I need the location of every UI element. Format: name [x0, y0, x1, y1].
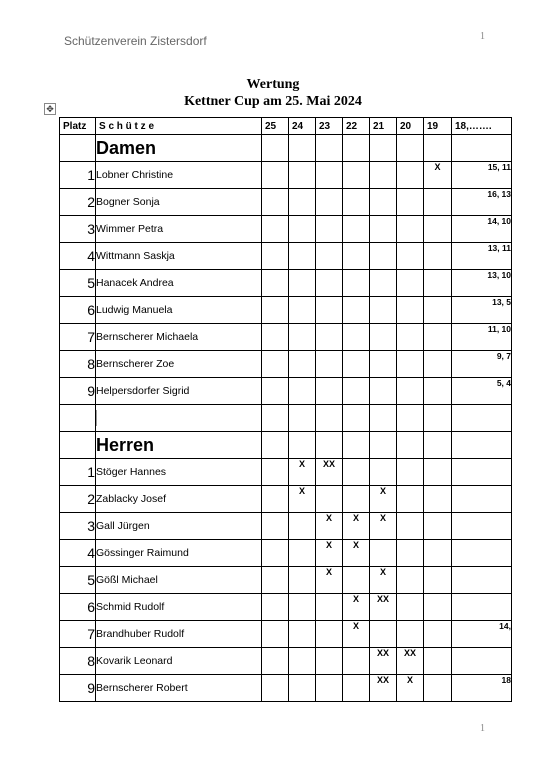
mark-cell[interactable]	[370, 540, 397, 567]
empty-cell[interactable]	[370, 135, 397, 162]
table-row	[60, 297, 512, 324]
mark-cell[interactable]	[262, 189, 289, 216]
table-row	[60, 459, 512, 486]
empty-cell[interactable]	[316, 135, 343, 162]
empty-cell[interactable]	[424, 432, 452, 459]
platz-cell[interactable]: 5	[60, 567, 96, 594]
mark-cell[interactable]	[397, 216, 424, 243]
mark-cell[interactable]	[424, 297, 452, 324]
platz-cell[interactable]: 2	[60, 189, 96, 216]
platz-cell[interactable]: 4	[60, 243, 96, 270]
table-row	[60, 189, 512, 216]
table-row	[60, 513, 512, 540]
mark-cell[interactable]	[397, 270, 424, 297]
total-cell[interactable]: 13, 11	[452, 243, 512, 270]
column-header-25: 25	[262, 118, 289, 135]
mark-cell[interactable]	[262, 594, 289, 621]
name-cell[interactable]: Bernscherer Zoe	[96, 351, 262, 378]
mark-cell[interactable]	[370, 324, 397, 351]
empty-cell[interactable]	[397, 135, 424, 162]
mark-cell[interactable]	[370, 378, 397, 405]
mark-cell[interactable]	[343, 216, 370, 243]
mark-cell[interactable]	[262, 378, 289, 405]
empty-cell[interactable]	[397, 405, 424, 432]
mark-cell[interactable]	[370, 459, 397, 486]
table-move-handle-icon[interactable]: ✥	[44, 103, 56, 115]
empty-cell[interactable]	[262, 432, 289, 459]
score-table	[59, 117, 512, 702]
name-cell[interactable]: Ludwig Manuela	[96, 297, 262, 324]
name-cell[interactable]: Schmid Rudolf	[96, 594, 262, 621]
mark-cell[interactable]	[424, 270, 452, 297]
section-heading-row	[60, 432, 512, 459]
empty-cell[interactable]	[60, 405, 96, 432]
column-header-platz: Platz	[60, 118, 96, 135]
platz-cell[interactable]: 9	[60, 378, 96, 405]
total-cell[interactable]	[452, 513, 512, 540]
mark-cell[interactable]	[397, 540, 424, 567]
name-cell[interactable]: Gössinger Raimund	[96, 540, 262, 567]
section-heading-row	[60, 135, 512, 162]
mark-cell[interactable]	[370, 270, 397, 297]
mark-cell[interactable]	[424, 378, 452, 405]
mark-cell[interactable]: X	[316, 540, 343, 567]
mark-cell[interactable]	[397, 351, 424, 378]
column-header-21: 21	[370, 118, 397, 135]
mark-cell[interactable]	[397, 324, 424, 351]
page-number-bottom: 1	[480, 723, 485, 734]
mark-cell[interactable]	[289, 189, 316, 216]
mark-cell[interactable]	[397, 378, 424, 405]
name-cell[interactable]: Bernscherer Robert	[96, 675, 262, 702]
empty-cell[interactable]	[343, 432, 370, 459]
empty-cell[interactable]	[343, 405, 370, 432]
platz-cell[interactable]: 9	[60, 675, 96, 702]
mark-cell[interactable]	[343, 459, 370, 486]
mark-cell[interactable]	[397, 513, 424, 540]
section-heading[interactable]: Damen	[96, 135, 262, 162]
platz-cell[interactable]: 8	[60, 351, 96, 378]
mark-cell[interactable]	[316, 270, 343, 297]
total-cell[interactable]: 18	[452, 675, 512, 702]
total-cell[interactable]	[452, 567, 512, 594]
platz-cell[interactable]: 3	[60, 513, 96, 540]
platz-cell[interactable]: 1	[60, 459, 96, 486]
mark-cell[interactable]	[262, 459, 289, 486]
mark-cell[interactable]: X	[370, 486, 397, 513]
mark-cell[interactable]	[424, 351, 452, 378]
mark-cell[interactable]	[289, 297, 316, 324]
empty-cell[interactable]	[262, 405, 289, 432]
mark-cell[interactable]	[397, 189, 424, 216]
mark-cell[interactable]	[316, 297, 343, 324]
table-row	[60, 162, 512, 189]
platz-cell[interactable]: 1	[60, 162, 96, 189]
mark-cell[interactable]	[424, 567, 452, 594]
platz-cell[interactable]: 3	[60, 216, 96, 243]
platz-cell[interactable]: 6	[60, 594, 96, 621]
document-subtitle: Kettner Cup am 25. Mai 2024	[184, 94, 362, 109]
mark-cell[interactable]: XX	[370, 675, 397, 702]
mark-cell[interactable]: X	[370, 567, 397, 594]
mark-cell[interactable]	[289, 567, 316, 594]
mark-cell[interactable]	[289, 513, 316, 540]
table-row	[60, 648, 512, 675]
mark-cell[interactable]: XX	[316, 459, 343, 486]
mark-cell[interactable]: X	[343, 594, 370, 621]
mark-cell[interactable]	[424, 324, 452, 351]
mark-cell[interactable]: X	[343, 513, 370, 540]
mark-cell[interactable]	[343, 648, 370, 675]
mark-cell[interactable]: X	[316, 513, 343, 540]
mark-cell[interactable]	[424, 675, 452, 702]
mark-cell[interactable]	[370, 162, 397, 189]
mark-cell[interactable]	[262, 297, 289, 324]
total-cell[interactable]: 9, 7	[452, 351, 512, 378]
mark-cell[interactable]	[289, 243, 316, 270]
mark-cell[interactable]: X	[424, 162, 452, 189]
total-cell[interactable]	[452, 540, 512, 567]
mark-cell[interactable]	[370, 297, 397, 324]
mark-cell[interactable]	[289, 351, 316, 378]
mark-cell[interactable]: X	[397, 675, 424, 702]
mark-cell[interactable]	[370, 621, 397, 648]
mark-cell[interactable]	[316, 621, 343, 648]
platz-cell[interactable]: 2	[60, 486, 96, 513]
spacer-row	[60, 405, 512, 432]
mark-cell[interactable]	[262, 351, 289, 378]
mark-cell[interactable]	[370, 351, 397, 378]
mark-cell[interactable]	[370, 216, 397, 243]
mark-cell[interactable]	[424, 243, 452, 270]
table-row	[60, 324, 512, 351]
table-row	[60, 351, 512, 378]
mark-cell[interactable]	[424, 648, 452, 675]
mark-cell[interactable]	[424, 486, 452, 513]
mark-cell[interactable]	[289, 378, 316, 405]
table-row	[60, 378, 512, 405]
mark-cell[interactable]	[316, 243, 343, 270]
mark-cell[interactable]	[343, 324, 370, 351]
mark-cell[interactable]: X	[289, 486, 316, 513]
name-cell[interactable]: Zablacky Josef	[96, 486, 262, 513]
name-cell[interactable]: Kovarik Leonard	[96, 648, 262, 675]
platz-cell[interactable]: 5	[60, 270, 96, 297]
empty-cell[interactable]	[316, 432, 343, 459]
empty-cell[interactable]	[452, 432, 512, 459]
empty-cell[interactable]	[289, 405, 316, 432]
mark-cell[interactable]	[289, 270, 316, 297]
name-cell[interactable]: Stöger Hannes	[96, 459, 262, 486]
mark-cell[interactable]	[397, 567, 424, 594]
table-row	[60, 594, 512, 621]
mark-cell[interactable]	[424, 540, 452, 567]
mark-cell[interactable]	[262, 162, 289, 189]
mark-cell[interactable]: X	[343, 621, 370, 648]
mark-cell[interactable]	[343, 567, 370, 594]
mark-cell[interactable]	[343, 378, 370, 405]
empty-cell[interactable]	[452, 405, 512, 432]
total-cell[interactable]: 14, 10	[452, 216, 512, 243]
mark-cell[interactable]	[316, 378, 343, 405]
table-row	[60, 540, 512, 567]
section-platz-cell[interactable]	[60, 135, 96, 162]
mark-cell[interactable]	[343, 351, 370, 378]
header-club-name: Schützenverein Zistersdorf	[64, 34, 207, 48]
empty-cell[interactable]	[96, 405, 262, 432]
mark-cell[interactable]	[397, 243, 424, 270]
text-cursor	[96, 410, 97, 426]
platz-cell[interactable]: 7	[60, 621, 96, 648]
empty-cell[interactable]	[424, 135, 452, 162]
table-header-row	[60, 118, 512, 135]
total-cell[interactable]: 16, 13	[452, 189, 512, 216]
column-header-24: 24	[289, 118, 316, 135]
platz-cell[interactable]: 6	[60, 297, 96, 324]
mark-cell[interactable]	[397, 459, 424, 486]
total-cell[interactable]: 15, 11	[452, 162, 512, 189]
total-cell[interactable]	[452, 594, 512, 621]
total-cell[interactable]	[452, 459, 512, 486]
mark-cell[interactable]	[424, 621, 452, 648]
table-row	[60, 216, 512, 243]
total-cell[interactable]	[452, 486, 512, 513]
mark-cell[interactable]	[397, 297, 424, 324]
mark-cell[interactable]	[262, 648, 289, 675]
mark-cell[interactable]	[316, 189, 343, 216]
mark-cell[interactable]	[289, 216, 316, 243]
table-row	[60, 621, 512, 648]
mark-cell[interactable]	[343, 189, 370, 216]
mark-cell[interactable]	[316, 594, 343, 621]
empty-cell[interactable]	[370, 405, 397, 432]
section-heading[interactable]: Herren	[96, 432, 262, 459]
mark-cell[interactable]	[316, 324, 343, 351]
mark-cell[interactable]	[343, 486, 370, 513]
mark-cell[interactable]: X	[370, 513, 397, 540]
name-cell[interactable]: Helpersdorfer Sigrid	[96, 378, 262, 405]
mark-cell[interactable]	[343, 243, 370, 270]
mark-cell[interactable]	[289, 162, 316, 189]
mark-cell[interactable]	[262, 675, 289, 702]
empty-cell[interactable]	[262, 135, 289, 162]
mark-cell[interactable]	[397, 594, 424, 621]
mark-cell[interactable]	[316, 162, 343, 189]
total-cell[interactable]	[452, 648, 512, 675]
mark-cell[interactable]	[289, 675, 316, 702]
column-header-19: 19	[424, 118, 452, 135]
mark-cell[interactable]: X	[343, 540, 370, 567]
mark-cell[interactable]	[424, 594, 452, 621]
column-header-23: 23	[316, 118, 343, 135]
page-number-top: 1	[480, 31, 485, 42]
mark-cell[interactable]	[289, 594, 316, 621]
platz-cell[interactable]: 4	[60, 540, 96, 567]
table-row	[60, 675, 512, 702]
mark-cell[interactable]	[316, 216, 343, 243]
column-header-schuetze: S c h ü t z e	[96, 118, 262, 135]
total-cell[interactable]: 14,	[452, 621, 512, 648]
empty-cell[interactable]	[397, 432, 424, 459]
mark-cell[interactable]	[316, 486, 343, 513]
mark-cell[interactable]	[316, 351, 343, 378]
empty-cell[interactable]	[452, 135, 512, 162]
mark-cell[interactable]	[262, 324, 289, 351]
mark-cell[interactable]	[289, 540, 316, 567]
mark-cell[interactable]	[262, 540, 289, 567]
mark-cell[interactable]	[397, 162, 424, 189]
mark-cell[interactable]: X	[316, 567, 343, 594]
empty-cell[interactable]	[289, 432, 316, 459]
table-row	[60, 243, 512, 270]
total-cell[interactable]: 11, 10	[452, 324, 512, 351]
mark-cell[interactable]: XX	[370, 648, 397, 675]
name-cell[interactable]: Brandhuber Rudolf	[96, 621, 262, 648]
name-cell[interactable]: Gall Jürgen	[96, 513, 262, 540]
mark-cell[interactable]	[424, 459, 452, 486]
mark-cell[interactable]	[262, 216, 289, 243]
mark-cell[interactable]	[262, 513, 289, 540]
table-row	[60, 486, 512, 513]
column-header-18: 18,…….	[452, 118, 512, 135]
mark-cell[interactable]	[289, 324, 316, 351]
mark-cell[interactable]	[424, 189, 452, 216]
mark-cell[interactable]	[343, 162, 370, 189]
mark-cell[interactable]	[370, 189, 397, 216]
mark-cell[interactable]: X	[289, 459, 316, 486]
mark-cell[interactable]	[316, 648, 343, 675]
empty-cell[interactable]	[289, 135, 316, 162]
name-cell[interactable]: Bernscherer Michaela	[96, 324, 262, 351]
mark-cell[interactable]	[424, 216, 452, 243]
mark-cell[interactable]	[343, 675, 370, 702]
mark-cell[interactable]	[370, 243, 397, 270]
table-row	[60, 567, 512, 594]
mark-cell[interactable]	[343, 297, 370, 324]
mark-cell[interactable]	[262, 270, 289, 297]
total-cell[interactable]: 5, 4	[452, 378, 512, 405]
column-header-22: 22	[343, 118, 370, 135]
name-cell[interactable]: Bogner Sonja	[96, 189, 262, 216]
mark-cell[interactable]	[262, 486, 289, 513]
total-cell[interactable]: 13, 5	[452, 297, 512, 324]
name-cell[interactable]: Gößl Michael	[96, 567, 262, 594]
document-title: Wertung	[246, 77, 300, 92]
table-row	[60, 270, 512, 297]
mark-cell[interactable]	[262, 243, 289, 270]
empty-cell[interactable]	[424, 405, 452, 432]
mark-cell[interactable]	[262, 567, 289, 594]
mark-cell[interactable]	[424, 513, 452, 540]
empty-cell[interactable]	[343, 135, 370, 162]
mark-cell[interactable]	[397, 486, 424, 513]
mark-cell[interactable]	[289, 648, 316, 675]
mark-cell[interactable]	[289, 621, 316, 648]
name-cell[interactable]: Wimmer Petra	[96, 216, 262, 243]
mark-cell[interactable]	[262, 621, 289, 648]
column-header-20: 20	[397, 118, 424, 135]
mark-cell[interactable]	[316, 675, 343, 702]
mark-cell[interactable]: XX	[370, 594, 397, 621]
name-cell[interactable]: Hanacek Andrea	[96, 270, 262, 297]
empty-cell[interactable]	[316, 405, 343, 432]
total-cell[interactable]: 13, 10	[452, 270, 512, 297]
name-cell[interactable]: Lobner Christine	[96, 162, 262, 189]
section-platz-cell[interactable]	[60, 432, 96, 459]
mark-cell[interactable]	[343, 270, 370, 297]
name-cell[interactable]: Wittmann Saskja	[96, 243, 262, 270]
platz-cell[interactable]: 8	[60, 648, 96, 675]
mark-cell[interactable]: XX	[397, 648, 424, 675]
empty-cell[interactable]	[370, 432, 397, 459]
mark-cell[interactable]	[397, 621, 424, 648]
platz-cell[interactable]: 7	[60, 324, 96, 351]
